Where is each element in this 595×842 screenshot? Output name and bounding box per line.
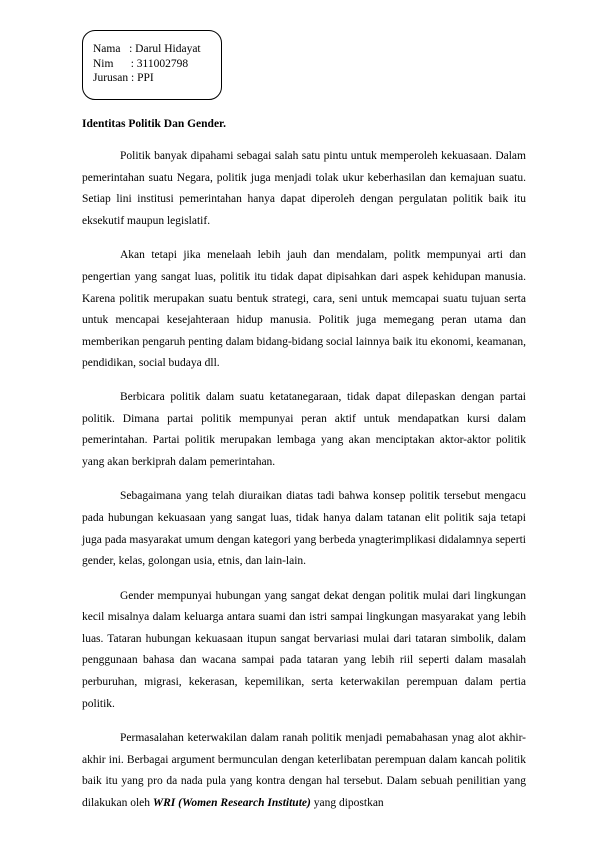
paragraph: Akan tetapi jika menelaah lebih jauh dan mendalam, politk mempunyai arti dan pengertian yang sangat luas, politik itu tidak dapat dipisahkan dari aspek kehidupan manusia. Karena politik merupakan suatu bentuk strategi, cara, seni untuk memcapai suatu tujuan serta untuk mencapai kesejahteraan hidup manusia. Politik juga memegang peran utama dan memberikan pengaruh penting dalam bidang-bidang social lainnya baik itu ekonomi, keamanan, pendidikan, social budaya dll. — [82, 249, 526, 370]
student-identity-box — [82, 30, 222, 100]
paragraph: Sebagaimana yang telah diuraikan diatas tadi bahwa konsep politik tersebut mengacu pada hubungan kekuasaan yang sangat luas, tidak hanya dalam tatanan elit politik saja tetapi juga pada masyarakat umum dengan kategori yang berbeda ynagterimplikasi didalamnya seperti gender, kelas, golongan usia, etnis, dan lain-lain. — [82, 490, 526, 568]
paragraph: Gender mempunyai hubungan yang sangat dekat dengan politik mulai dari lingkungan kecil misalnya dalam keluarga antara suami dan istri sampai lingkungan masyarakat yang lebih luas. Tataran hubungan kekuasaan itupun sangat bervariasi mulai dari tataran simbolik, dalam penggunaan bahasa dan wacana sampai pada tataran yang lebih riil seperti dalam masalah perburuhan, migrasi, kekerasan, kepemilikan, serta keterwakilan perempuan dalam pertia politik. — [82, 589, 526, 710]
name-line: Nama : Darul Hidayat — [93, 43, 201, 55]
emphasized-organization-name: WRI (Women Research Institute) — [152, 797, 311, 810]
paragraph: Berbicara politik dalam suatu ketatanegaraan, tidak dapat dilepaskan dengan partai politik. Dimana partai politik mempunyai peran aktif untuk mendapatkan kursi dalam pemerintahan. Partai politik merupakan lembaga yang akan menciptakan aktor-aktor politik yang akan berkiprah dalam pemerintahan. — [82, 390, 526, 468]
paragraph-text: yang dipostkan — [310, 797, 384, 810]
department-line: Jurusan : PPI — [93, 72, 154, 84]
student-number-line: Nim : 311002798 — [93, 57, 189, 70]
document-title: Identitas Politik Dan Gender. — [82, 118, 226, 130]
paragraph: Politik banyak dipahami sebagai salah satu pintu untuk memperoleh kekuasaan. Dalam pemerintahan suatu Negara, politik juga menjadi tolak ukur keberhasilan dan kemajuan suatu. Setiap lini institusi pemerintahan hanya dapat diperoleh dengan pergulatan politik baik itu eksekutif maupun legislatif. — [82, 150, 526, 227]
paragraph-text: Permasalahan keterwakilan dalam ranah politik menjadi pemabahasan ynag alot akhir-akhir ini. Berbagai argument bermunculan dengan keterlibatan perempuan dalam kancah politik baik itu yang pro da nada pula yang kontra dengan hal tersebut. Dalam sebuah penilitian yang dilakukan oleh — [82, 732, 526, 810]
document-body — [82, 146, 526, 829]
paragraph-last — [82, 728, 526, 814]
